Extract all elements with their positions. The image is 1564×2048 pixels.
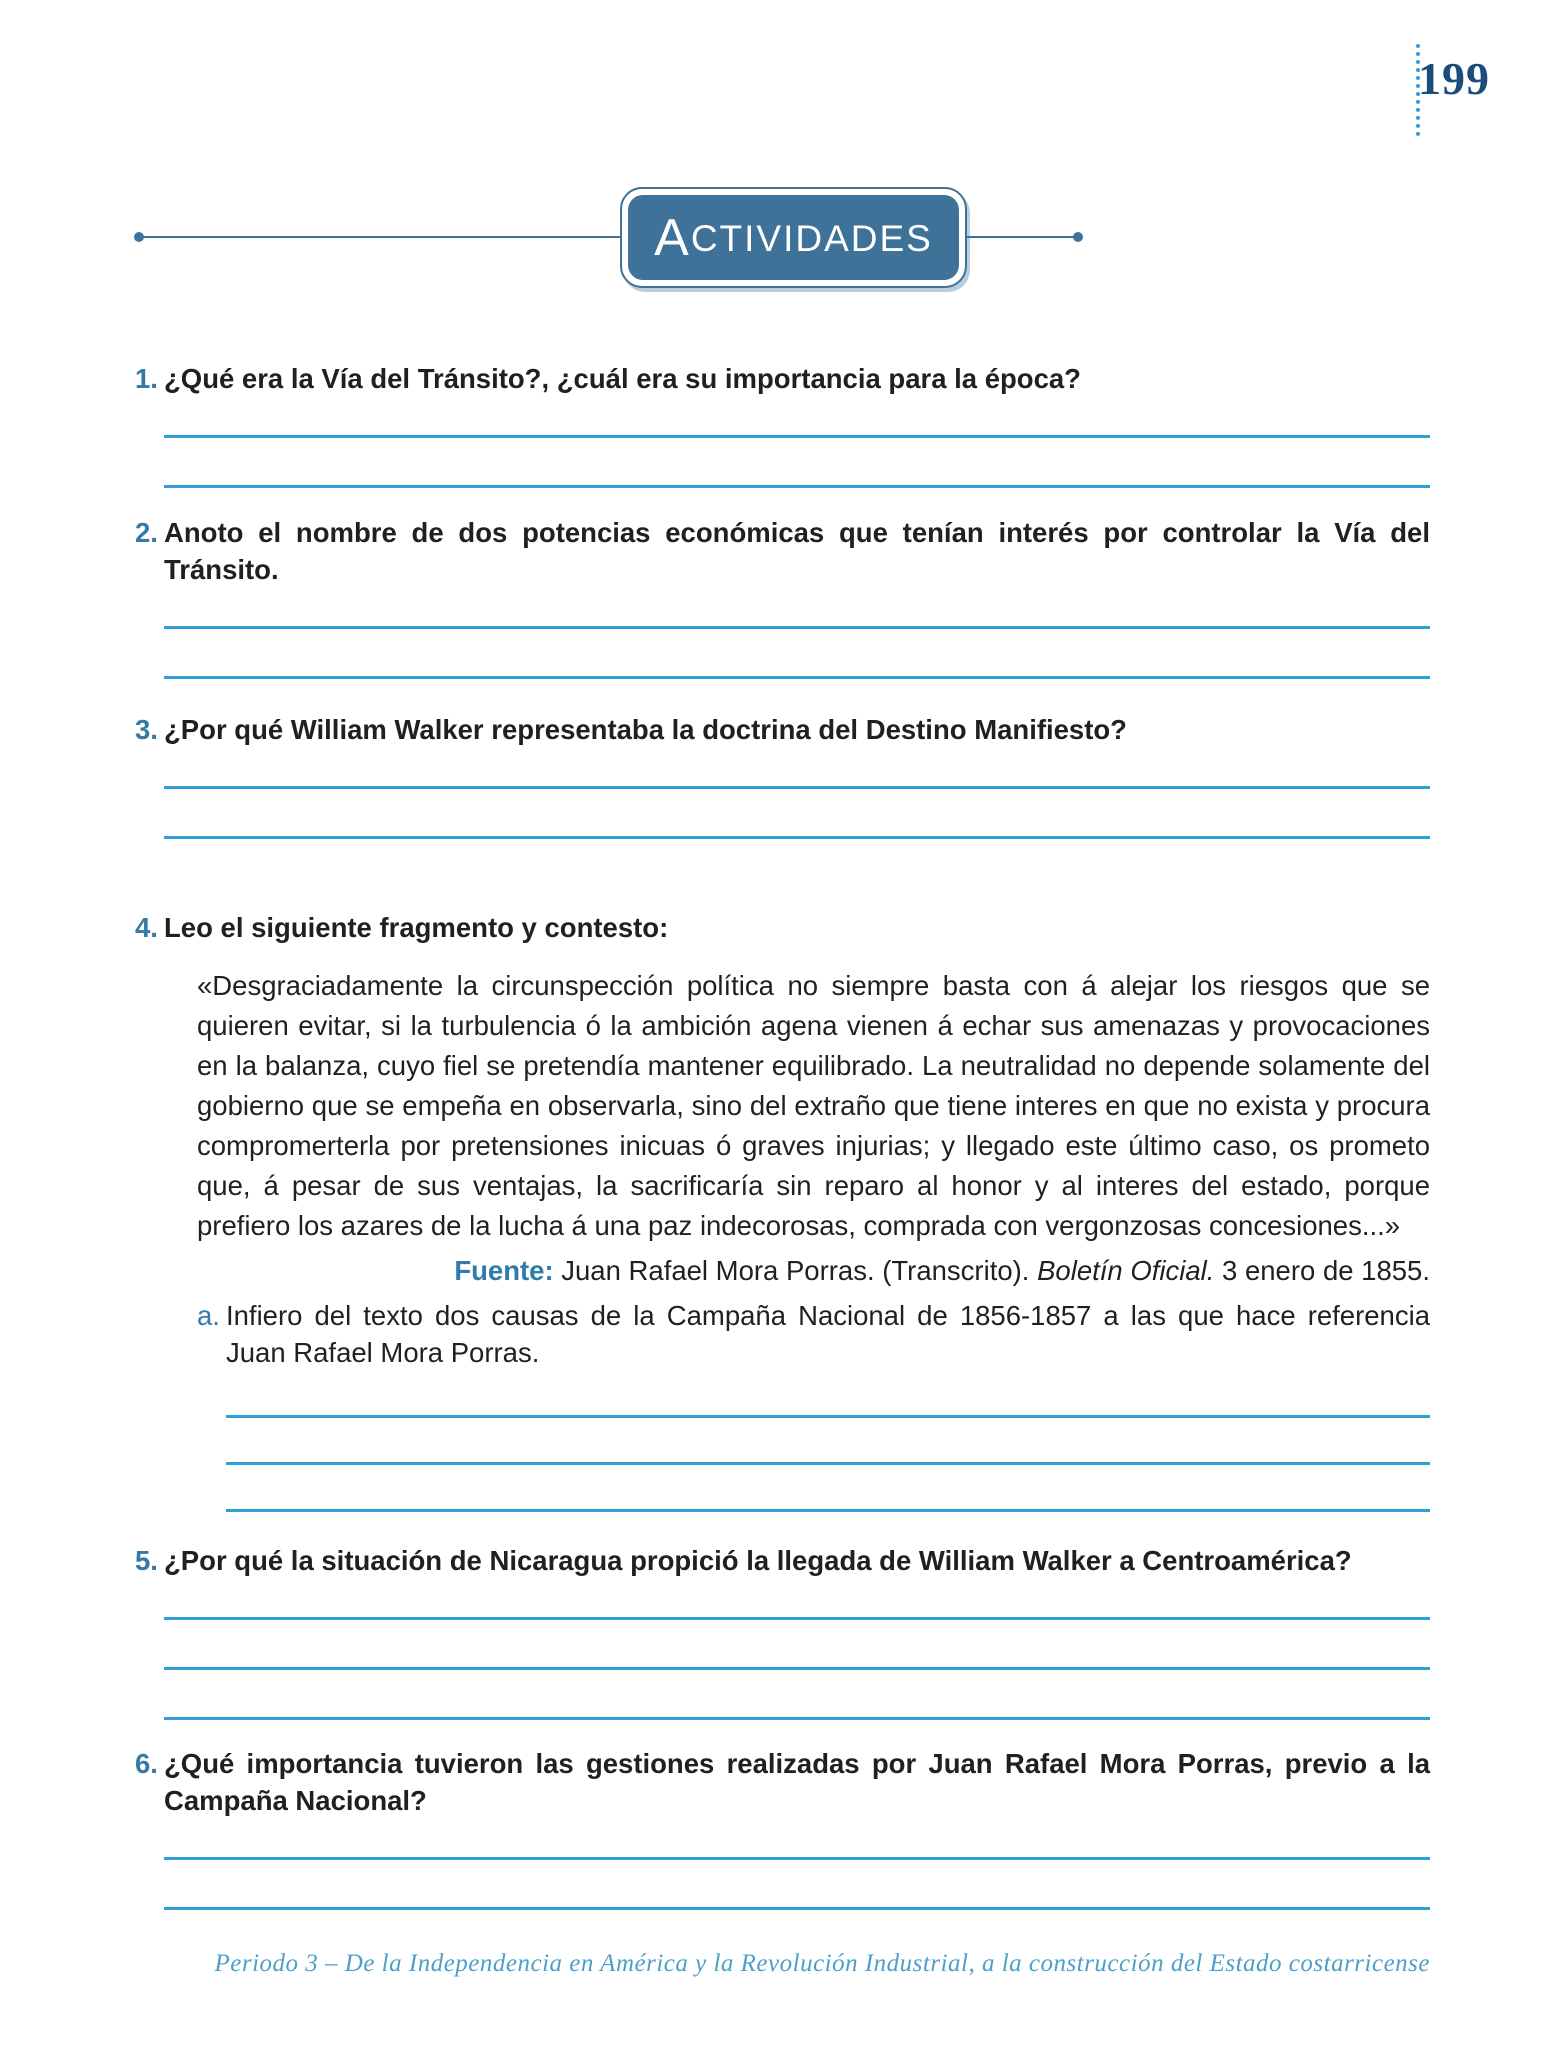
source-fragment-quote: «Desgraciadamente la circunspección política no siempre basta con á alejar los riesgos que se quieren evitar, si la turbulencia ó la ambición agena vienen á echar sus amenazas y provocaciones en la balanza, cuyo fiel se pretendía mantener equilibrado. La neutralidad no depende solamente del gobierno que se empeña en observarla, sino del extraño que tiene interes en que no exista y procura compromerterla por pretensiones inicuas ó graves injurias; y llegado este último caso, os prometo que, á pesar de sus ventajas, la sacrificaría sin reparo al honor y al interes del estado, porque prefiero los azares de la lucha á una paz indecorosas, comprada con vergonzosas concesiones...»	[197, 970, 1430, 1241]
page-footer: Periodo 3 – De la Independencia en América y la Revolución Industrial, a la construcción del Estado costarricense	[214, 1950, 1430, 1977]
fuente-text: Juan Rafael Mora Porras. (Transcrito).	[553, 1255, 1038, 1286]
question-6-answer-lines	[164, 1857, 1430, 1910]
subquestion-a-text: Infiero del texto dos causas de la Campaña Nacional de 1856-1857 a las que hace referencia Juan Rafael Mora Porras.	[226, 1300, 1430, 1368]
question-3-answer-lines	[164, 786, 1430, 839]
question-1	[135, 360, 1430, 397]
question-6-text: ¿Qué importancia tuvieron las gestiones realizadas por Juan Rafael Mora Porras, previo a la Campaña Nacional?	[164, 1748, 1430, 1816]
fragment-source	[135, 1252, 1430, 1289]
question-4-number: 4.	[135, 912, 158, 943]
answer-line	[226, 1462, 1430, 1465]
question-2-answer-lines	[164, 626, 1430, 679]
question-5-number: 5.	[135, 1545, 158, 1576]
question-6	[135, 1745, 1430, 1819]
answer-line	[164, 1717, 1430, 1720]
question-1-number: 1.	[135, 363, 158, 394]
answer-line	[164, 836, 1430, 839]
subquestion-a	[197, 1297, 1430, 1371]
answer-line	[164, 1617, 1430, 1620]
answer-line	[226, 1415, 1430, 1418]
answer-line	[164, 485, 1430, 488]
fuente-label: Fuente:	[454, 1255, 554, 1286]
question-3-number: 3.	[135, 714, 158, 745]
answer-line	[164, 626, 1430, 629]
question-1-answer-lines	[164, 435, 1430, 488]
question-5-text: ¿Por qué la situación de Nicaragua propició la llegada de William Walker a Centroamérica?	[164, 1545, 1352, 1576]
answer-line	[164, 786, 1430, 789]
activities-title-rest: CTIVIDADES	[690, 217, 933, 259]
answer-line	[164, 1667, 1430, 1670]
question-6-number: 6.	[135, 1748, 158, 1779]
subquestion-a-answer-lines	[226, 1415, 1430, 1512]
question-5-answer-lines	[164, 1617, 1430, 1720]
question-4	[135, 909, 1430, 946]
page-number: 199	[1418, 53, 1490, 104]
subquestion-a-letter: a.	[197, 1300, 220, 1331]
question-2-number: 2.	[135, 517, 158, 548]
question-4-text: Leo el siguiente fragmento y contesto:	[164, 912, 669, 943]
question-3-text: ¿Por qué William Walker representaba la doctrina del Destino Manifiesto?	[164, 714, 1127, 745]
answer-line	[164, 435, 1430, 438]
question-3	[135, 711, 1430, 748]
question-2-text: Anoto el nombre de dos potencias económicas que tenían interés por controlar la Vía del Tránsito.	[164, 517, 1430, 585]
answer-line	[226, 1509, 1430, 1512]
fuente-date: 3 enero de 1855.	[1214, 1255, 1430, 1286]
fuente-publication: Boletín Oficial.	[1037, 1255, 1215, 1286]
activities-title-initial: A	[654, 208, 691, 267]
answer-line	[164, 1857, 1430, 1860]
answer-line	[164, 1907, 1430, 1910]
answer-line	[164, 676, 1430, 679]
question-1-text: ¿Qué era la Vía del Tránsito?, ¿cuál era su importancia para la época?	[164, 363, 1081, 394]
question-5	[135, 1542, 1430, 1579]
question-2	[135, 514, 1430, 588]
